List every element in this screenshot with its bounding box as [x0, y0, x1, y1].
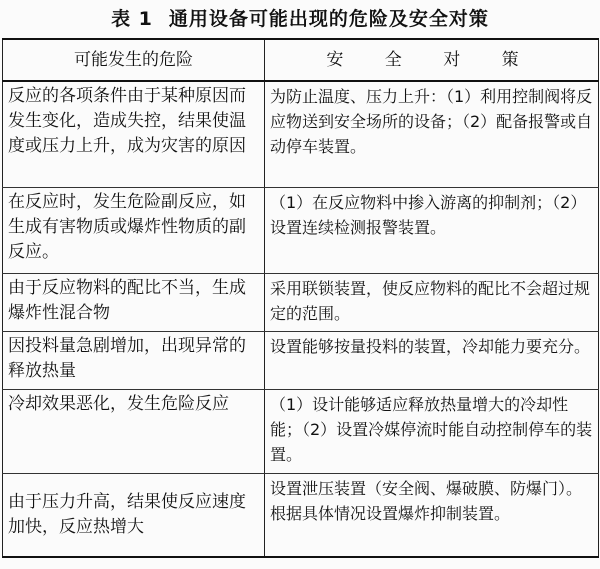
hazard-cell: 由于压力升高，结果使反应速度加快，反应热增大: [3, 473, 265, 557]
table-header-row: [3, 39, 599, 81]
table-row: [3, 473, 599, 557]
column-header-hazard: 可能发生的危险: [3, 39, 265, 81]
measure-cell: （1）在反应物料中掺入游离的抑制剂；（2）设置连续检测报警装置。: [265, 187, 599, 273]
table-row: [3, 273, 599, 331]
table-number: 表 1: [111, 8, 153, 30]
measure-cell: （1）设计能够适应释放热量增大的冷却性能；（2）设置冷媒停流时能自动控制停车的装置。: [265, 389, 599, 473]
measure-cell: 为防止温度、压力上升：（1）利用控制阀将反应物送到安全场所的设备；（2）配备报警或自动停车装置。: [265, 81, 599, 187]
table-row: [3, 331, 599, 389]
measure-cell: 采用联锁装置，使反应物料的配比不会超过规定的范围。: [265, 273, 599, 331]
measure-cell: 设置泄压装置（安全阀、爆破膜、防爆门）。根据具体情况设置爆炸抑制装置。: [265, 473, 599, 557]
hazard-cell: 反应的各项条件由于某种原因而发生变化，造成失控，结果使温度或压力上升，成为灾害的原因: [3, 81, 265, 187]
hazard-cell: 由于反应物料的配比不当，生成爆炸性混合物: [3, 273, 265, 331]
hazard-cell: 因投料量急剧增加，出现异常的释放热量: [3, 331, 265, 389]
table-title: 通用设备可能出现的危险及安全对策: [168, 8, 489, 30]
hazard-cell: 在反应时，发生危险副反应，如生成有害物质或爆炸性物质的副反应。: [3, 187, 265, 273]
table-caption: [0, 4, 600, 34]
table-row: [3, 187, 599, 273]
table-row: [3, 389, 599, 473]
hazard-cell: 冷却效果恶化，发生危险反应: [3, 389, 265, 473]
measure-cell: 设置能够按量投料的装置，冷却能力要充分。: [265, 331, 599, 389]
column-header-measure: 安 全 对 策: [265, 39, 599, 81]
table-row: [3, 81, 599, 187]
hazard-table: [2, 38, 599, 558]
